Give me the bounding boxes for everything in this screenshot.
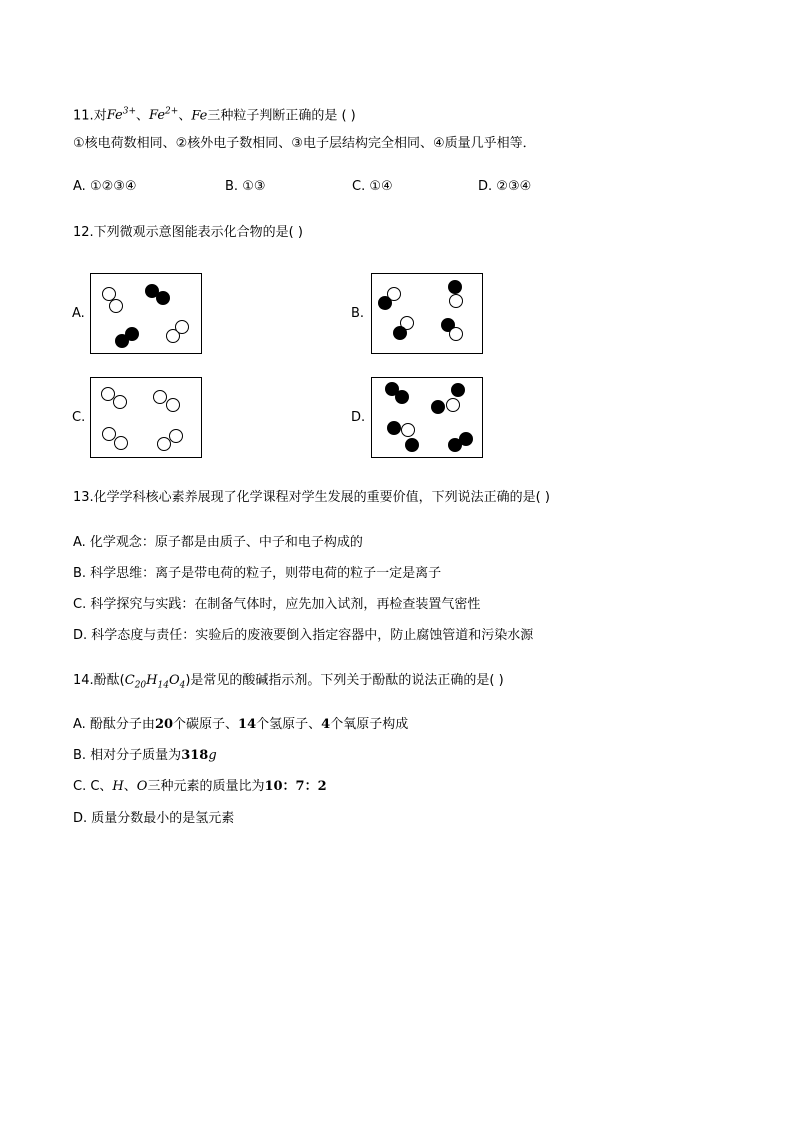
ion-fe2: $Fe^{2+}$ xyxy=(149,107,179,124)
white-atom xyxy=(166,398,180,412)
q11-option-a[interactable]: A. ①②③④ xyxy=(73,179,137,194)
black-atom xyxy=(459,432,473,446)
black-atom xyxy=(395,390,409,404)
q11-number: 11. xyxy=(73,108,94,124)
q12-label-b[interactable]: B. xyxy=(351,306,365,321)
q14-option-b[interactable]: B. 相对分子质量为318g xyxy=(73,748,217,763)
diagram-d[interactable] xyxy=(371,377,483,458)
white-atom xyxy=(169,429,183,443)
white-atom xyxy=(113,395,127,409)
black-atom xyxy=(405,438,419,452)
white-atom xyxy=(114,436,128,450)
black-atom xyxy=(448,280,462,294)
q11-option-b[interactable]: B. ①③ xyxy=(225,179,266,194)
q13-option-d[interactable]: D. 科学态度与责任：实验后的废液要倒入指定容器中，防止腐蚀管道和污染水源 xyxy=(73,628,534,643)
q11-sep1: 、 xyxy=(136,108,150,124)
q11-suffix: 三种粒子判断正确的是 ( ) xyxy=(207,108,356,124)
q14-option-d[interactable]: D. 质量分数最小的是氢元素 xyxy=(73,811,235,826)
q14-stem-pre: 14.酚酞( xyxy=(73,673,125,688)
white-atom xyxy=(153,390,167,404)
black-atom xyxy=(393,326,407,340)
q14-stem xyxy=(73,672,504,695)
q11-stem xyxy=(73,103,356,125)
ion-fe3: $Fe^{3+}$ xyxy=(106,107,136,124)
q13-stem: 13.化学学科核心素养展现了化学课程对学生发展的重要价值，下列说法正确的是( ) xyxy=(73,490,550,505)
black-atom xyxy=(387,421,401,435)
diagram-a[interactable] xyxy=(90,273,202,354)
q12-label-a[interactable]: A. xyxy=(72,306,85,321)
black-atom xyxy=(431,400,445,414)
black-atom xyxy=(378,296,392,310)
q11-prefix: 对 xyxy=(93,108,107,124)
q12-label-d[interactable]: D. xyxy=(351,410,366,425)
diagram-c[interactable] xyxy=(90,377,202,458)
q11-option-d[interactable]: D. ②③④ xyxy=(478,179,532,194)
black-atom xyxy=(156,291,170,305)
black-atom xyxy=(125,327,139,341)
white-atom xyxy=(401,423,415,437)
diagram-b[interactable] xyxy=(371,273,483,354)
q12-label-c[interactable]: C. xyxy=(72,410,86,425)
atom-fe: Fe xyxy=(191,108,208,124)
q11-sep2: 、 xyxy=(178,108,192,124)
q14-stem-post: )是常见的酸碱指示剂。下列关于酚酞的说法正确的是( ) xyxy=(185,673,504,688)
q13-option-c[interactable]: C. 科学探究与实践：在制备气体时，应先加入试剂，再检查装置气密性 xyxy=(73,597,481,612)
white-atom xyxy=(449,327,463,341)
white-atom xyxy=(446,398,460,412)
black-atom xyxy=(451,383,465,397)
q14-option-c[interactable]: C. C、H、O三种元素的质量比为10：7：2 xyxy=(73,779,327,794)
q13-option-a[interactable]: A. 化学观念：原子都是由质子、中子和电子构成的 xyxy=(73,535,363,550)
white-atom xyxy=(449,294,463,308)
q13-option-b[interactable]: B. 科学思维：离子是带电荷的粒子，则带电荷的粒子一定是离子 xyxy=(73,566,442,581)
q14-option-a[interactable]: A. 酚酞分子由20个碳原子、14个氢原子、4个氧原子构成 xyxy=(73,717,409,732)
white-atom xyxy=(109,299,123,313)
q12-stem: 12.下列微观示意图能表示化合物的是( ) xyxy=(73,225,303,240)
formula-phenolphthalein: $C_{20}H_{14}O_4$ xyxy=(124,673,186,691)
q11-statement: ①核电荷数相同、②核外电子数相同、③电子层结构完全相同、④质量几乎相等． xyxy=(73,136,536,151)
q11-option-c[interactable]: C. ①④ xyxy=(352,179,393,194)
white-atom xyxy=(175,320,189,334)
